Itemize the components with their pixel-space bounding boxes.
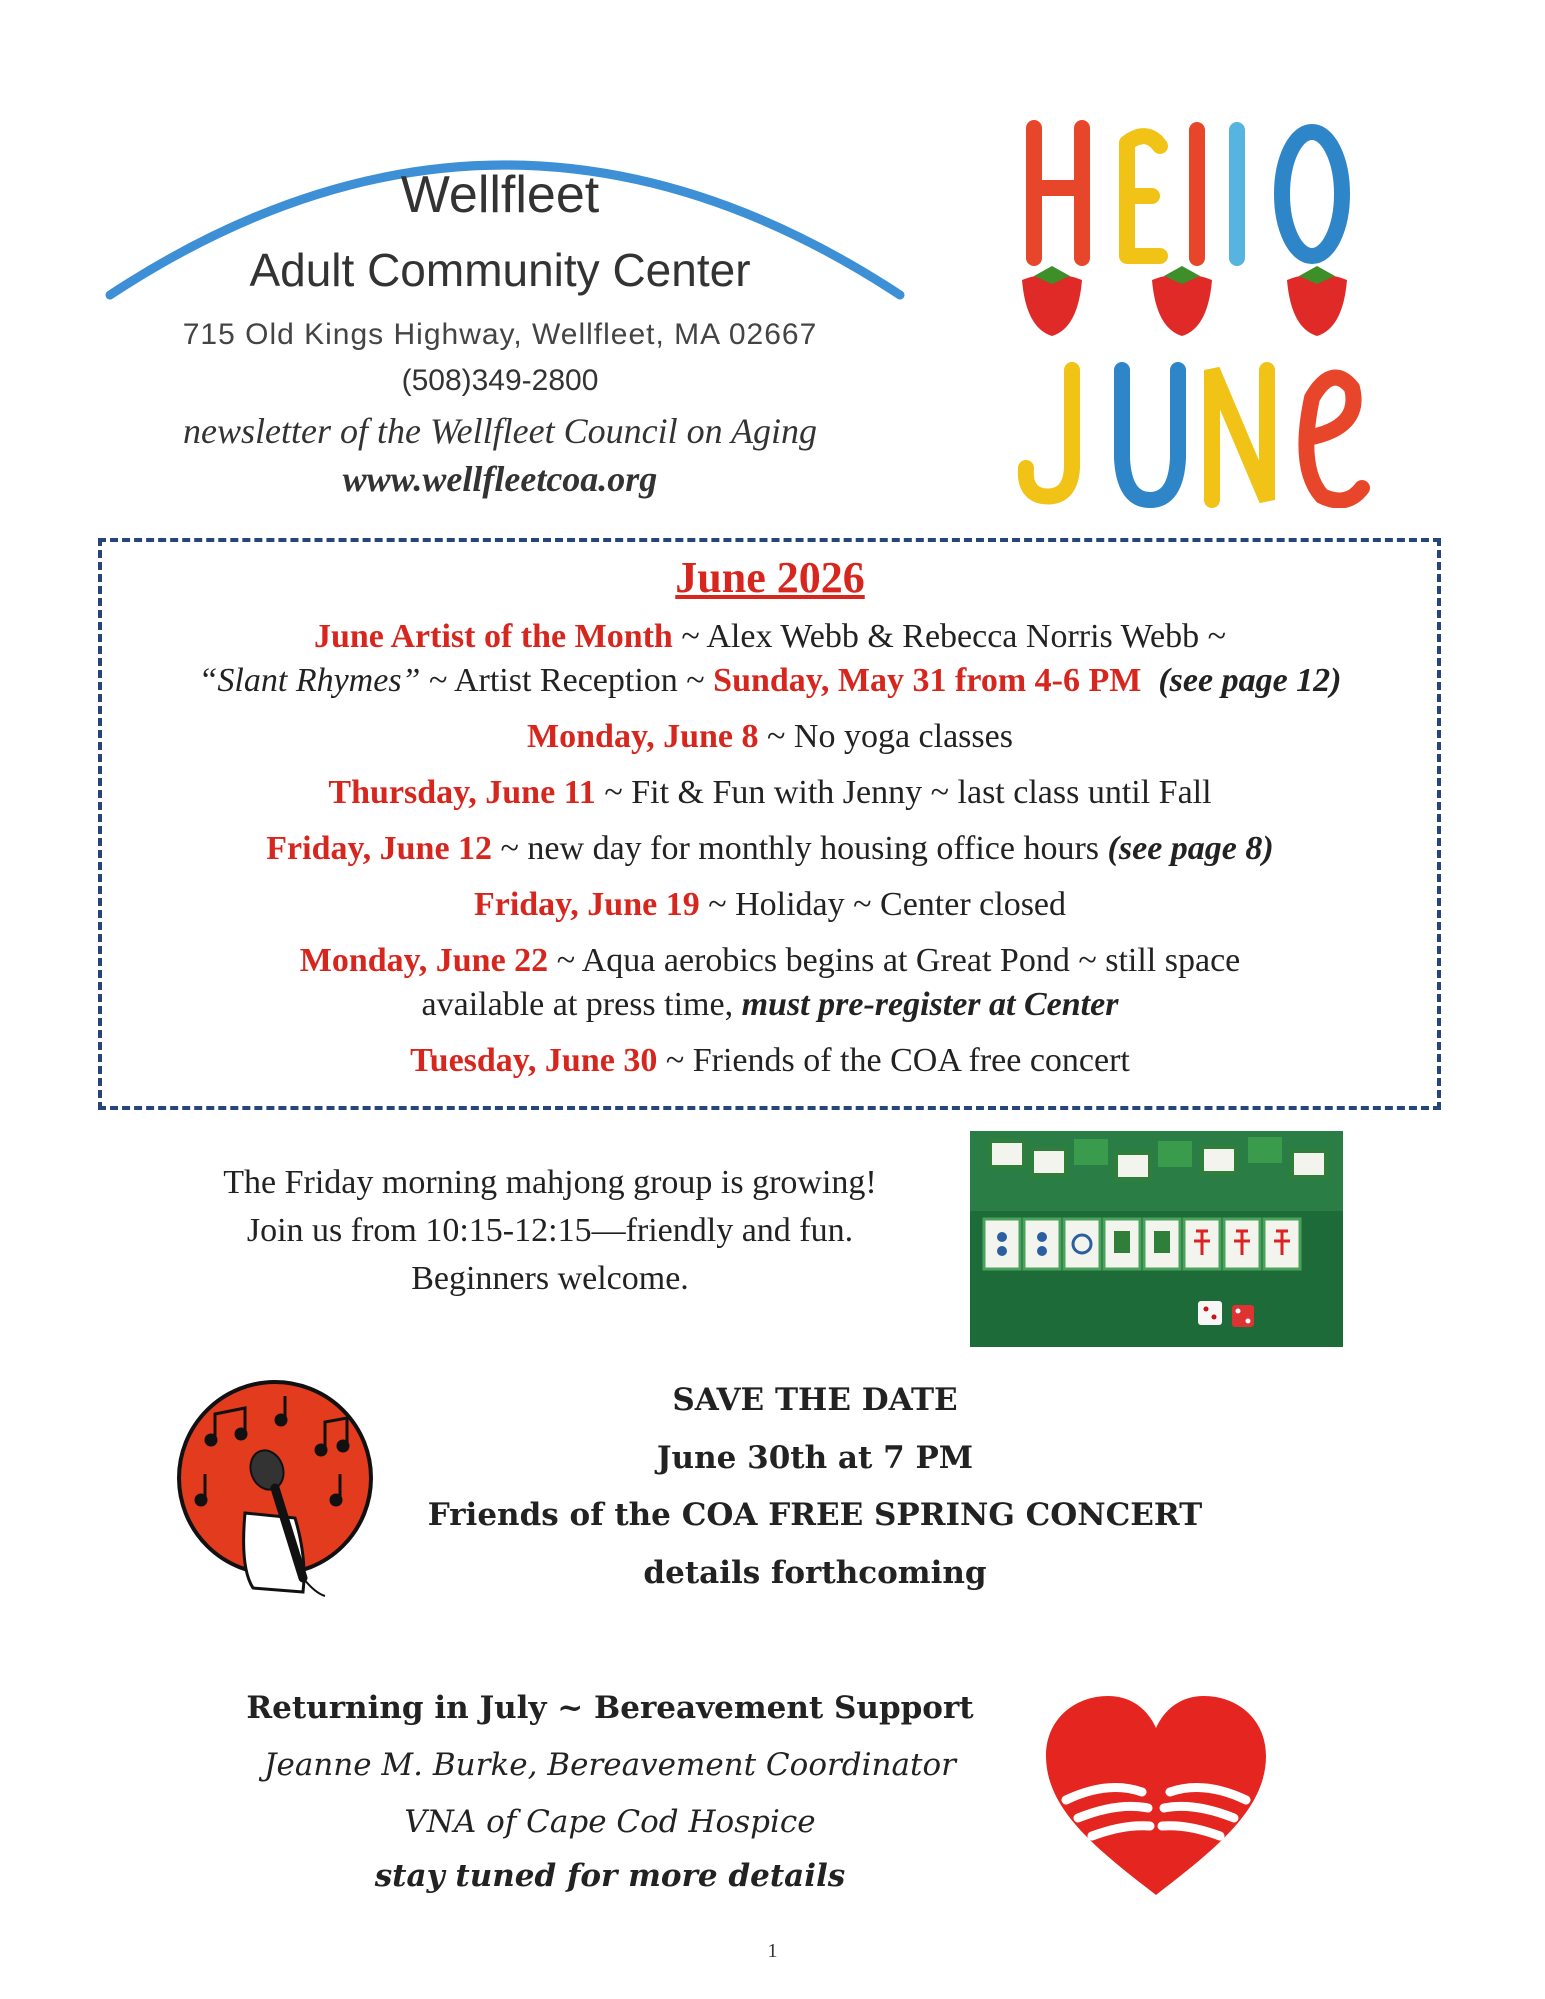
event-text: ~ Friends of the COA free concert — [657, 1042, 1130, 1079]
artist-names: ~ Alex Webb & Rebecca Norris Webb ~ — [672, 618, 1227, 655]
artist-heading: June Artist of the Month — [313, 618, 673, 655]
artist-reception-date: Sunday, May 31 from 4-6 PM — [713, 662, 1142, 699]
event-item — [110, 830, 1430, 868]
events-box-title: June 2026 — [675, 553, 865, 602]
mahjong-text-line: Join us from 10:15-12:15—friendly and fun. — [246, 1212, 854, 1249]
event-text: ~ Fit & Fun with Jenny ~ last class until Fall — [595, 774, 1212, 811]
event-note: must pre-register at Center — [741, 986, 1119, 1023]
event-date: Monday, June 8 — [527, 718, 759, 755]
event-text: available at press time, — [421, 986, 742, 1023]
event-date: Monday, June 22 — [299, 942, 549, 979]
event-item — [110, 942, 1430, 980]
mahjong-photo — [970, 1131, 1343, 1347]
mahjong-text-line: The Friday morning mahjong group is growing! — [223, 1164, 877, 1201]
phone-number: (508)349-2800 — [401, 364, 599, 397]
event-text: ~ new day for monthly housing office hours — [492, 830, 1108, 867]
artist-of-month-line2 — [110, 662, 1430, 700]
page-number: 1 — [767, 1940, 778, 1962]
june-word — [1026, 370, 1362, 501]
event-text: ~ Aqua aerobics begins at Great Pond ~ still space — [548, 942, 1241, 979]
event-date: Thursday, June 11 — [328, 774, 596, 811]
bereavement-coordinator: Jeanne M. Burke, Bereavement Coordinator — [264, 1747, 956, 1783]
hello-word — [1034, 128, 1342, 258]
website-link[interactable]: www.wellfleetcoa.org — [342, 459, 658, 499]
event-date: Tuesday, June 30 — [410, 1042, 658, 1079]
address: 715 Old Kings Highway, Wellfleet, MA 02667 — [182, 318, 818, 351]
singer-microphone-icon — [175, 1378, 385, 1598]
org-name-line2: Adult Community Center — [249, 244, 751, 296]
newsletter-tagline: newsletter of the Wellfleet Council on Aging — [183, 411, 817, 451]
concert-title: Friends of the COA FREE SPRING CONCERT — [427, 1497, 1203, 1533]
bereavement-organization: VNA of Cape Cod Hospice — [404, 1804, 816, 1840]
event-item — [110, 718, 1430, 756]
event-item — [110, 774, 1430, 812]
org-name-line1: Wellfleet — [400, 166, 600, 224]
event-text: ~ No yoga classes — [758, 718, 1013, 755]
event-item — [110, 886, 1430, 924]
event-note: (see page 8) — [1107, 830, 1274, 867]
concert-details: details forthcoming — [643, 1555, 987, 1591]
mahjong-text-line: Beginners welcome. — [411, 1260, 689, 1297]
artist-show-title: “Slant Rhymes” — [198, 662, 421, 699]
concert-datetime: June 30th at 7 PM — [656, 1440, 974, 1476]
bereavement-heading: Returning in July ~ Bereavement Support — [246, 1690, 974, 1726]
event-item — [110, 1042, 1430, 1080]
save-the-date-heading: SAVE THE DATE — [672, 1382, 958, 1418]
heart-hands-icon — [1038, 1690, 1274, 1900]
hello-june-graphic — [1012, 108, 1382, 508]
event-date: Friday, June 12 — [266, 830, 493, 867]
event-date: Friday, June 19 — [473, 886, 700, 923]
artist-reception: ~ Artist Reception ~ — [420, 662, 714, 699]
artist-see-page: (see page 12) — [1158, 662, 1342, 699]
bereavement-note: stay tuned for more details — [374, 1858, 846, 1894]
artist-of-month-line1 — [110, 618, 1430, 656]
event-text: ~ Holiday ~ Center closed — [699, 886, 1067, 923]
strawberry-icon — [1022, 266, 1347, 336]
event-item-continuation — [110, 986, 1430, 1024]
